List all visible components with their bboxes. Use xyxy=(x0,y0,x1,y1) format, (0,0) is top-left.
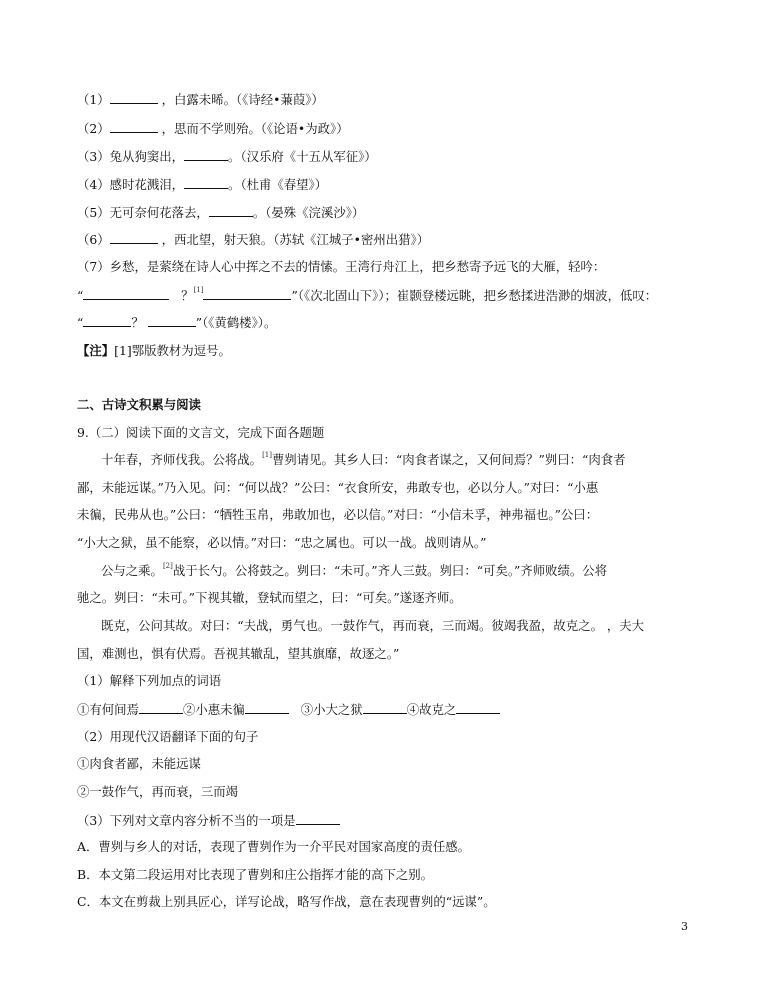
open-quote: “ xyxy=(77,315,84,330)
item-1-num: （1） xyxy=(77,92,110,107)
answer-blank[interactable] xyxy=(83,313,131,327)
item-4-text-b: 。（杜甫《春望》） xyxy=(228,177,328,192)
section-heading: 二、古诗文积累与阅读 xyxy=(77,397,201,412)
answer-blank[interactable] xyxy=(148,313,196,327)
question-title: 9.（二）阅读下面的文言文，完成下面各题题 xyxy=(77,425,325,440)
item-2-num: （2） xyxy=(77,121,110,136)
answer-blank[interactable] xyxy=(83,286,169,300)
item-5-text-a: 无可奈何花落去， xyxy=(109,205,209,220)
passage-text: 公与之乘。 xyxy=(101,563,163,578)
item-1 xyxy=(77,90,324,109)
answer-blank[interactable] xyxy=(139,700,183,714)
item-5 xyxy=(77,203,364,222)
answer-blank[interactable] xyxy=(456,700,500,714)
note-ref: [2] xyxy=(162,562,173,570)
answer-blank[interactable] xyxy=(184,147,228,161)
item-7-line-2 xyxy=(77,286,657,305)
passage-line: “小大之狱，虽不能察，必以情。”对曰：“忠之属也。可以一战。战则请从。” xyxy=(77,535,487,550)
item-4-num: （4） xyxy=(77,177,110,192)
passage-text: 战于长勺。公将鼓之。刿曰：“未可。”齐人三鼓。刿曰：“可矣。”齐师败绩。公将 xyxy=(172,563,608,578)
passage-text: 曹刿请见。其乡人曰：“肉食者谋之，又何间焉？”刿曰：“肉食者 xyxy=(272,452,626,467)
sub-question-3-text: （3）下列对文章内容分析不当的一项是 xyxy=(77,813,296,828)
word-4: ④故克之 xyxy=(406,702,457,717)
word-2: ②小惠未徧 xyxy=(182,702,245,717)
item-2 xyxy=(77,119,349,138)
answer-blank[interactable] xyxy=(209,203,253,217)
sentence-1: ①肉食者鄙，未能远谋 xyxy=(77,756,201,771)
passage-line: 鄙，未能远谋。”乃入见。问：“何以战？”公曰：“衣食所安，弗敢专也，必以分人。”对曰：“小惠 xyxy=(77,480,599,495)
item-3 xyxy=(77,147,377,166)
passage-text: 十年春，齐师伐我。公将战。 xyxy=(101,452,263,467)
answer-blank[interactable] xyxy=(363,700,407,714)
item-3-num: （3） xyxy=(77,149,110,164)
sentence-2: ②一鼓作气，再而衰，三而竭 xyxy=(77,784,239,799)
footnote-text: [1]鄂版教材为逗号。 xyxy=(114,343,231,358)
option-a[interactable]: A．曹刿与乡人的对话，表现了曹刿作为一介平民对国家高度的责任感。 xyxy=(77,839,471,854)
note-ref: [1] xyxy=(193,286,204,294)
item-5-text-b: 。（晏殊《浣溪沙》） xyxy=(252,205,365,220)
item-2-text: ，思而不学则殆。（《论语•为政》） xyxy=(161,121,349,136)
note-ref: [1] xyxy=(262,451,272,459)
item-6 xyxy=(77,230,429,249)
sub-question-1-words xyxy=(77,700,500,719)
passage-line xyxy=(101,451,626,469)
passage-line xyxy=(101,562,607,580)
sub-question-1-title: （1）解释下列加点的词语 xyxy=(77,673,222,688)
open-quote: “ xyxy=(77,288,84,303)
item-6-text: ，西北望，射天狼。（苏轼《江城子•密州出猎》） xyxy=(161,232,430,247)
item-4 xyxy=(77,175,327,194)
answer-blank[interactable] xyxy=(110,90,158,104)
item-5-num: （5） xyxy=(77,205,110,220)
answer-blank[interactable] xyxy=(203,286,291,300)
item-6-num: （6） xyxy=(77,232,110,247)
option-c[interactable]: C．本文在剪裁上别具匠心，详写论战，略写作战，意在表现曹刿的“远谋”。 xyxy=(77,894,496,909)
passage-line: 未徧，民弗从也。”公曰：“牺牲玉帛，弗敢加也，必以信。”对曰：“小信未孚，神弗福也。”公曰： xyxy=(77,507,599,522)
question-mark: ？ xyxy=(181,288,194,303)
item-7-line-1 xyxy=(77,258,605,276)
answer-blank[interactable] xyxy=(245,700,289,714)
page-number: 3 xyxy=(681,920,688,933)
item-3-text-a: 兔从狗窦出， xyxy=(109,149,185,164)
passage-line: 国，难测也，惧有伏焉。吾视其辙乱，望其旗靡，故逐之。” xyxy=(77,646,400,661)
item-4-text-a: 感时花溅泪， xyxy=(109,177,185,192)
sub-question-2-title: （2）用现代汉语翻译下面的句子 xyxy=(77,729,259,744)
item-7-line-3 xyxy=(77,313,276,332)
footnote-label: 【注】 xyxy=(77,343,115,358)
passage-line: 驰之。刿曰：“未可。”下视其辙，登轼而望之，曰：“可矣。”遂逐齐师。 xyxy=(77,590,462,605)
question-mark: ？ xyxy=(131,315,144,330)
answer-blank[interactable] xyxy=(110,119,158,133)
answer-blank[interactable] xyxy=(296,811,340,825)
item-1-text: ，白露未晞。（《诗经•蒹葭》） xyxy=(161,92,324,107)
item-7-text-c: ”（《黄鹤楼》）。 xyxy=(195,315,277,330)
item-3-text-b: 。（汉乐府《十五从军征》） xyxy=(228,149,377,164)
word-3: ③小大之狱 xyxy=(300,702,363,717)
word-1: ①有何间焉 xyxy=(77,702,139,717)
footnote xyxy=(77,342,231,360)
item-7-text: （7）乡愁，是萦绕在诗人心中挥之不去的情愫。王湾行舟江上，把乡愁寄予远飞的大雁，轻吟： xyxy=(77,259,606,274)
answer-blank[interactable] xyxy=(184,175,228,189)
sub-question-3-title xyxy=(77,811,340,830)
answer-blank[interactable] xyxy=(110,230,158,244)
item-7-text-b: ”（《次北固山下》）；崔颢登楼远眺，把乡愁揉进浩渺的烟波，低叹： xyxy=(291,288,658,303)
passage-line: 既克，公问其故。对曰：“夫战，勇气也。一鼓作气，再而衰，三而竭。彼竭我盈，故克之。 ，夫大 xyxy=(101,618,645,633)
option-b[interactable]: B．本文第二段运用对比表现了曹刿和庄公指挥才能的高下之别。 xyxy=(77,867,434,882)
